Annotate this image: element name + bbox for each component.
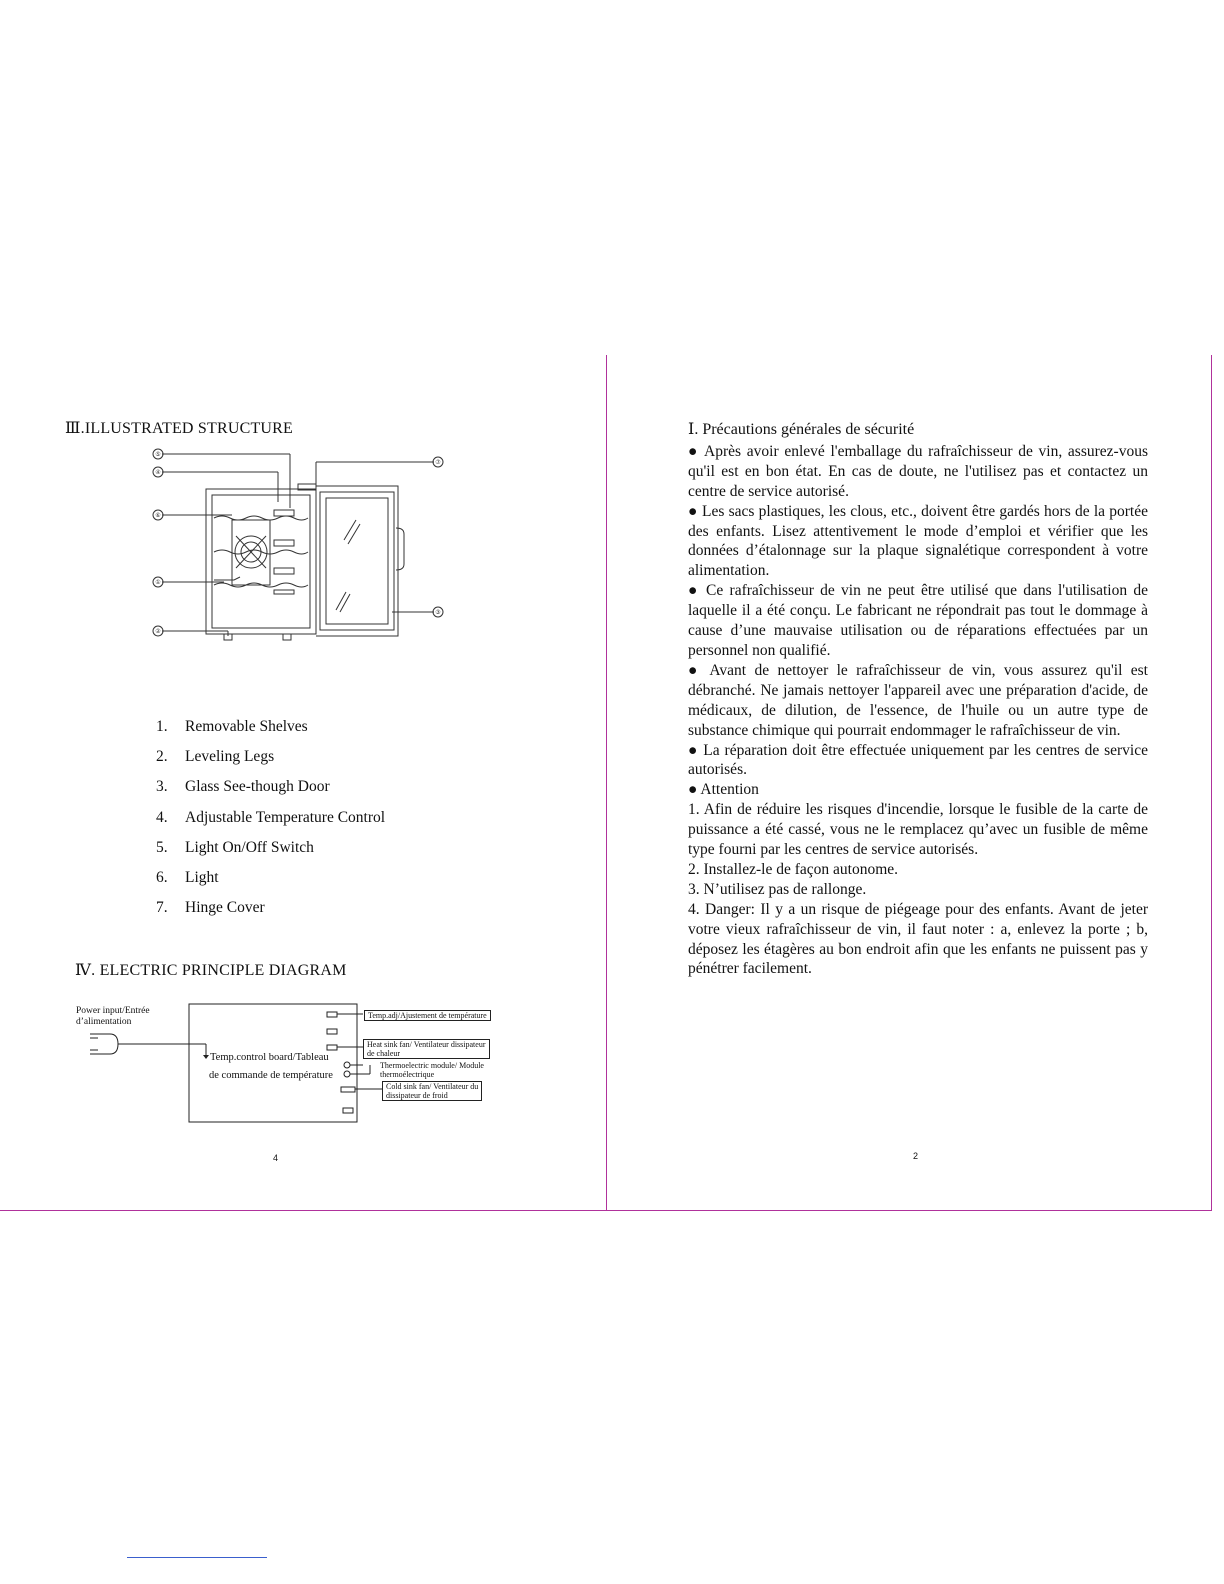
safety-title: Ⅰ. Précautions générales de sécurité xyxy=(688,421,915,438)
temp-control-board-label-2: de commande de température xyxy=(209,1070,333,1081)
temp-adj-label: Temp.adj/Ajustement de température xyxy=(364,1010,491,1021)
temp-control-board-label-1: Temp.control board/Tableau xyxy=(210,1052,329,1063)
section-3-title: Ⅲ.ILLUSTRATED STRUCTURE xyxy=(65,420,294,437)
paragraph: ● Ce rafraîchisseur de vin ne peut être utilisé que dans l'utilisation de laquelle il a été conçu. Le fabricant ne répondrait pas tout le dommage à cause d’une mauvaise utilisation ou de réparations effectuées par un personnel non qualifié. xyxy=(688,582,1148,659)
section-4-title: Ⅳ. ELECTRIC PRINCIPLE DIAGRAM xyxy=(75,962,347,979)
callout-5: ⑤ xyxy=(155,451,161,458)
page-bottom-edge xyxy=(0,1210,1212,1211)
power-input-label: Power input/Entrée d’alimentation xyxy=(76,1006,150,1027)
callout-1: ① xyxy=(155,579,161,586)
callout-4: ④ xyxy=(155,469,161,476)
page-number-left: 4 xyxy=(273,1153,279,1163)
list-item: 3. Glass See-though Door xyxy=(156,778,330,796)
callout-7: ⑦ xyxy=(435,459,441,466)
cold-sink-fan-label: Cold sink fan/ Ventilateur du dissipateur de froid xyxy=(382,1081,482,1101)
list-item: 4. Adjustable Temperature Control xyxy=(156,808,386,826)
paragraph: 4. Danger: Il y a un risque de piégeage pour des enfants. Avant de jeter votre vieux rafraîchisseur de vin, il faut noter : a, enlevez la porte ; b, déposez les étagères au bon endroit afin que les enfants ne puissent pas y pénétrer facilement. xyxy=(688,900,1148,978)
paragraph: 3. N’utilisez pas de rallonge. xyxy=(688,880,867,898)
parts-list xyxy=(156,716,385,927)
heat-sink-fan-label: Heat sink fan/ Ventilateur dissipateur de chaleur xyxy=(363,1039,490,1059)
list-item: 7. Hinge Cover xyxy=(156,899,265,917)
footer-rule xyxy=(127,1557,267,1558)
paragraph: 2. Installez-le de façon autonome. xyxy=(688,860,899,878)
safety-precautions-section xyxy=(688,420,1148,979)
paragraph: ● Avant de nettoyer le rafraîchisseur de vin, vous assurez qu'il est débranché. Ne jamais nettoyer l'appareil avec une préparation d'acide, de médicaux, de dilution, de l'essence, de l'huile ou un autre type de substance chimique qui pourrait endommager le rafraîchisseur de vin. xyxy=(688,661,1148,739)
callout-3: ③ xyxy=(435,609,441,616)
list-item: 1. Removable Shelves xyxy=(156,718,308,735)
callout-2: ② xyxy=(155,628,161,635)
list-item: 2. Leveling Legs xyxy=(156,748,275,766)
wine-cooler-structure-diagram xyxy=(140,440,460,655)
list-item: 5. Light On/Off Switch xyxy=(156,838,314,856)
callout-6: ⑥ xyxy=(155,512,161,519)
paragraph: ● Attention xyxy=(688,781,759,799)
paragraph: ● Après avoir enlevé l'emballage du rafraîchisseur de vin, assurez-vous qu'il est en bon état. En cas de doute, ne l'utilisez pas et contactez un centre de service autorisé. xyxy=(688,442,1148,500)
page-divider xyxy=(606,355,607,1210)
paragraph: ● Les sacs plastiques, les clous, etc., doivent être gardés hors de la portée des enfants. Lisez attentivement le mode d’emploi et vérifier que les données d’étalonnage sur la plaque signalétique correspondent à votre alimentation. xyxy=(688,502,1148,580)
paragraph: 1. Afin de réduire les risques d'incendie, lorsque le fusible de la carte de puissance a été cassé, vous ne le remplacez qu’avec un fusible de même type fourni par les centres de service autorisés. xyxy=(688,801,1148,859)
page-number-right: 2 xyxy=(913,1151,919,1161)
thermoelectric-module-label: Thermoelectric module/ Module thermoélectrique xyxy=(380,1061,484,1079)
right-page-edge xyxy=(1211,355,1212,1210)
list-item: 6. Light xyxy=(156,868,219,886)
paragraph: ● La réparation doit être effectuée uniquement par les centres de service autorisés. xyxy=(688,741,1148,779)
